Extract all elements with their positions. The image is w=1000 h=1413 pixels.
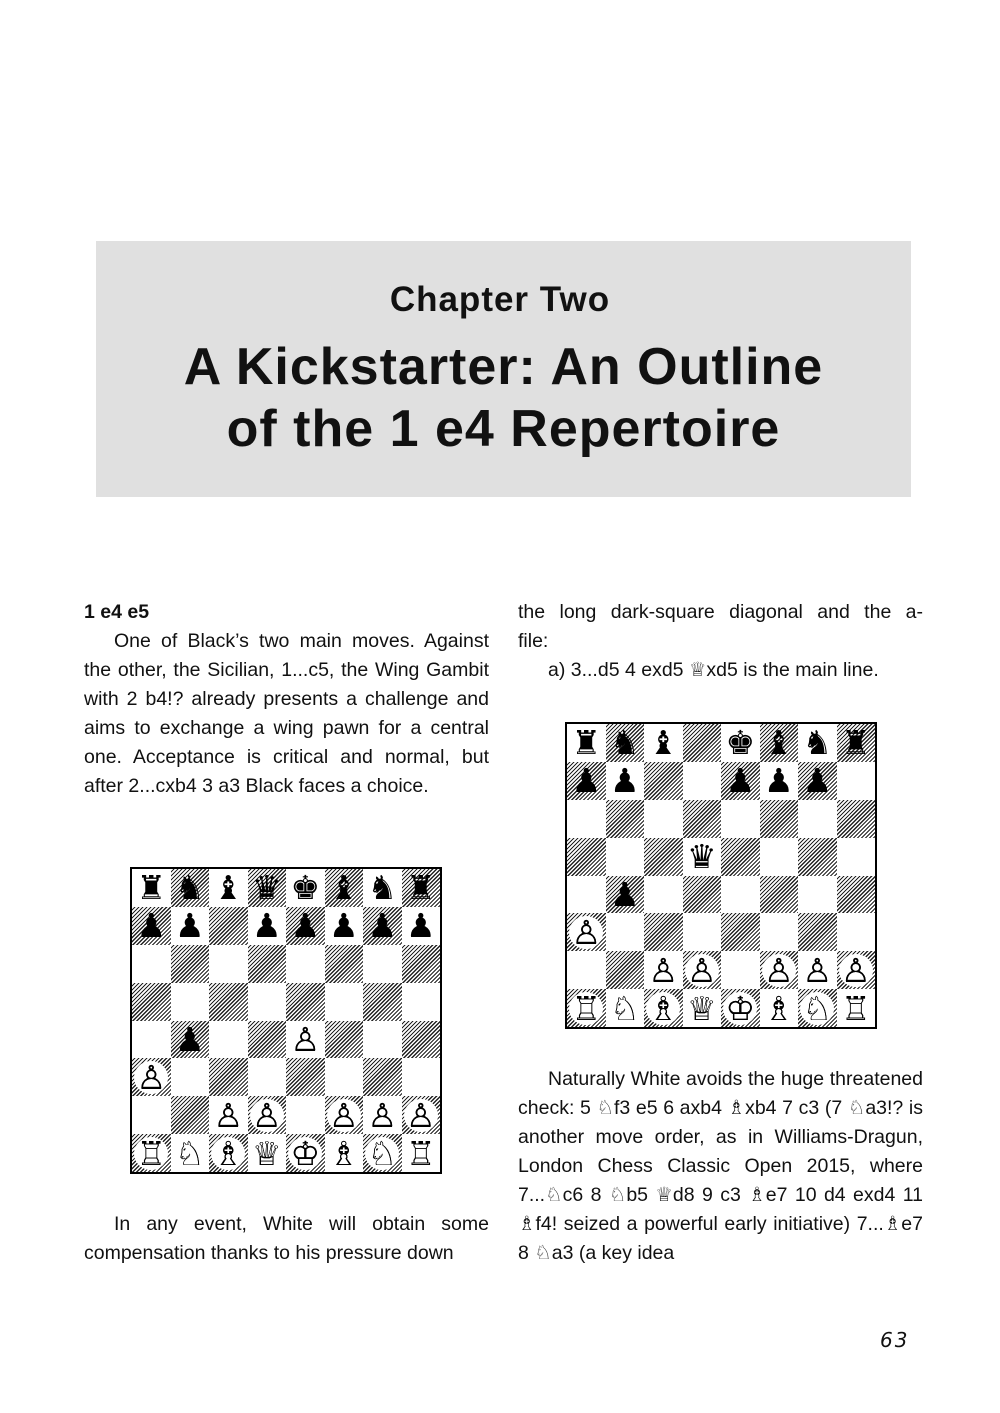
right-continuation-line-1: the long dark-square diagonal and the a- (518, 601, 923, 623)
board-square (248, 907, 287, 945)
board-square (798, 989, 837, 1027)
board-square (798, 724, 837, 762)
board-square (286, 907, 325, 945)
board-square (132, 1021, 171, 1059)
board-square (325, 983, 364, 1021)
board-square (209, 1096, 248, 1134)
board-square (606, 951, 645, 989)
board-square (644, 838, 683, 876)
board-square (171, 1134, 210, 1172)
board-square (837, 951, 876, 989)
board-square (837, 724, 876, 762)
board-square (363, 907, 402, 945)
board-square (683, 951, 722, 989)
board-square (132, 907, 171, 945)
board-square (132, 983, 171, 1021)
board-square (644, 913, 683, 951)
chapter-title-line-2: of the 1 e4 Repertoire (226, 400, 781, 458)
board-square (286, 1096, 325, 1134)
black-bishop-icon: ♝ (213, 869, 244, 907)
white-rook-icon: ♖ (840, 989, 871, 1027)
board-square (760, 800, 799, 838)
board-square (760, 951, 799, 989)
black-rook-icon: ♜ (405, 869, 436, 907)
board-square (171, 945, 210, 983)
board-square (286, 1058, 325, 1096)
white-bishop-icon: ♗ (763, 989, 794, 1027)
black-rook-icon: ♜ (136, 869, 167, 907)
page-number: 63 (880, 1328, 910, 1352)
board-square (606, 876, 645, 914)
board-square (567, 913, 606, 951)
white-pawn-icon: ♙ (290, 1020, 321, 1059)
white-rook-icon: ♖ (571, 989, 602, 1027)
black-pawn-icon: ♟ (609, 875, 640, 914)
board-square (363, 1058, 402, 1096)
board-square (132, 1058, 171, 1096)
board-square (760, 876, 799, 914)
right-paragraph-3: Naturally White avoids the huge threatened check: 5 ♘f3 e5 6 axb4 ♗xb4 7 c3 (7 ♘a3!? is another move order, as in Williams-Dragun, London Chess Classic Open 2015, where 7...♘c6 8 ♘b5 ♕d8 9 c3 ♗e7 10 d4 exd4 11 ♗f4! seized a powerful early initiative) 7...♗e7 8 ♘a3 (a key idea (518, 1068, 923, 1264)
board-square (402, 1134, 441, 1172)
board-square (721, 876, 760, 914)
board-square (209, 1134, 248, 1172)
board-square (402, 983, 441, 1021)
board-square (721, 762, 760, 800)
black-bishop-icon: ♝ (763, 724, 794, 762)
board-square (798, 800, 837, 838)
board-square (683, 800, 722, 838)
board-square (837, 800, 876, 838)
board-square (402, 869, 441, 907)
board-square (248, 1134, 287, 1172)
board-square (248, 1096, 287, 1134)
board-square (760, 989, 799, 1027)
white-queen-icon: ♕ (251, 1134, 282, 1172)
board-square (683, 913, 722, 951)
board-square (209, 945, 248, 983)
board-square (567, 876, 606, 914)
right-column-top (518, 598, 923, 685)
white-king-icon: ♔ (290, 1134, 321, 1172)
black-pawn-icon: ♟ (290, 906, 321, 945)
white-pawn-icon: ♙ (840, 951, 871, 990)
black-pawn-icon: ♟ (367, 906, 398, 945)
board-square (286, 983, 325, 1021)
white-knight-icon: ♘ (802, 989, 833, 1027)
board-square (606, 913, 645, 951)
board-square (606, 762, 645, 800)
white-knight-icon: ♘ (367, 1134, 398, 1172)
black-pawn-icon: ♟ (571, 761, 602, 800)
white-bishop-icon: ♗ (213, 1134, 244, 1172)
board-square (209, 907, 248, 945)
white-pawn-icon: ♙ (686, 951, 717, 990)
board-square (209, 1058, 248, 1096)
board-square (363, 983, 402, 1021)
black-pawn-icon: ♟ (725, 761, 756, 800)
board-square (325, 907, 364, 945)
white-pawn-icon: ♙ (251, 1096, 282, 1135)
board-square (132, 945, 171, 983)
board-square (325, 869, 364, 907)
white-pawn-icon: ♙ (648, 951, 679, 990)
board-square (683, 876, 722, 914)
black-rook-icon: ♜ (571, 724, 602, 762)
board-square (837, 913, 876, 951)
board-square (683, 724, 722, 762)
board-square (209, 983, 248, 1021)
board-square (171, 983, 210, 1021)
white-rook-icon: ♖ (405, 1134, 436, 1172)
left-paragraph-2-line-2: compensation thanks to his pressure down (84, 1242, 454, 1264)
black-pawn-icon: ♟ (174, 1020, 205, 1059)
board-square (683, 838, 722, 876)
white-pawn-icon: ♙ (136, 1058, 167, 1097)
board-square (325, 1058, 364, 1096)
board-square (325, 1096, 364, 1134)
board-square (248, 1058, 287, 1096)
white-knight-icon: ♘ (609, 989, 640, 1027)
board-square (171, 1021, 210, 1059)
board-square (567, 838, 606, 876)
board-square (644, 876, 683, 914)
board-square (760, 762, 799, 800)
black-knight-icon: ♞ (367, 869, 398, 907)
board-square (209, 869, 248, 907)
board-square (325, 1021, 364, 1059)
board-square (721, 724, 760, 762)
black-knight-icon: ♞ (174, 869, 205, 907)
board-square (325, 1134, 364, 1172)
white-knight-icon: ♘ (174, 1134, 205, 1172)
black-pawn-icon: ♟ (251, 906, 282, 945)
white-pawn-icon: ♙ (763, 951, 794, 990)
board-square (644, 989, 683, 1027)
white-pawn-icon: ♙ (571, 913, 602, 952)
board-square (798, 951, 837, 989)
board-square (644, 762, 683, 800)
board-square (567, 762, 606, 800)
white-rook-icon: ♖ (136, 1134, 167, 1172)
board-square (402, 945, 441, 983)
black-king-icon: ♚ (725, 724, 756, 762)
right-continuation-line-2: file: (518, 630, 549, 652)
board-square (248, 869, 287, 907)
white-pawn-icon: ♙ (405, 1096, 436, 1135)
board-square (567, 724, 606, 762)
board-square (721, 989, 760, 1027)
board-square (248, 1021, 287, 1059)
chapter-title-line-1: A Kickstarter: An Outline (183, 338, 824, 396)
board-square (363, 1134, 402, 1172)
white-king-icon: ♔ (725, 989, 756, 1027)
board-square (644, 800, 683, 838)
board-square (798, 876, 837, 914)
board-square (760, 913, 799, 951)
board-square (837, 762, 876, 800)
white-pawn-icon: ♙ (328, 1096, 359, 1135)
left-column-top (84, 598, 489, 801)
board-square (286, 1021, 325, 1059)
black-knight-icon: ♞ (609, 724, 640, 762)
board-square (567, 989, 606, 1027)
black-king-icon: ♚ (290, 869, 321, 907)
white-pawn-icon: ♙ (802, 951, 833, 990)
black-pawn-icon: ♟ (763, 761, 794, 800)
board-square (567, 951, 606, 989)
board-square (606, 724, 645, 762)
board-square (363, 869, 402, 907)
board-square (171, 869, 210, 907)
black-rook-icon: ♜ (840, 724, 871, 762)
board-square (760, 838, 799, 876)
board-square (363, 1021, 402, 1059)
white-bishop-icon: ♗ (328, 1134, 359, 1172)
black-pawn-icon: ♟ (802, 761, 833, 800)
board-square (402, 1058, 441, 1096)
left-paragraph-1: One of Black’s two main moves. Against the other, the Sicilian, 1...c5, the Wing Gambit with 2 b4!? already presents a challenge and aims to exchange a wing pawn for a central one. Acceptance is critical and normal, but after 2...cxb4 3 a3 Black faces a choice. (84, 630, 489, 797)
board-square (171, 907, 210, 945)
black-pawn-icon: ♟ (136, 906, 167, 945)
board-square (606, 989, 645, 1027)
board-square (325, 945, 364, 983)
section-heading: 1 e4 e5 (84, 601, 150, 623)
board-square (363, 945, 402, 983)
board-square (363, 1096, 402, 1134)
board-square (721, 951, 760, 989)
board-square (606, 800, 645, 838)
board-square (721, 913, 760, 951)
board-square (721, 838, 760, 876)
board-square (248, 945, 287, 983)
board-square (402, 1096, 441, 1134)
black-pawn-icon: ♟ (405, 906, 436, 945)
white-pawn-icon: ♙ (367, 1096, 398, 1135)
black-knight-icon: ♞ (802, 724, 833, 762)
black-pawn-icon: ♟ (328, 906, 359, 945)
board-square (286, 869, 325, 907)
right-column-bottom (518, 1065, 923, 1268)
board-square (209, 1021, 248, 1059)
black-queen-icon: ♛ (686, 837, 717, 876)
board-square (286, 1134, 325, 1172)
black-bishop-icon: ♝ (648, 724, 679, 762)
board-square (683, 762, 722, 800)
board-square (248, 983, 287, 1021)
board-square (171, 1058, 210, 1096)
board-square (837, 876, 876, 914)
board-square (286, 945, 325, 983)
black-pawn-icon: ♟ (174, 906, 205, 945)
board-square (644, 724, 683, 762)
board-square (683, 989, 722, 1027)
board-square (721, 800, 760, 838)
board-square (798, 913, 837, 951)
board-square (798, 838, 837, 876)
left-paragraph-2-line-1: In any event, White will obtain some (114, 1213, 489, 1235)
white-bishop-icon: ♗ (648, 989, 679, 1027)
chess-diagram-1 (130, 867, 442, 1174)
white-queen-icon: ♕ (686, 989, 717, 1027)
board-square (567, 800, 606, 838)
black-pawn-icon: ♟ (609, 761, 640, 800)
board-square (402, 1021, 441, 1059)
board-square (606, 838, 645, 876)
board-square (760, 724, 799, 762)
board-square (644, 951, 683, 989)
board-square (798, 762, 837, 800)
chapter-title (96, 336, 911, 460)
black-queen-icon: ♛ (251, 869, 282, 907)
board-square (132, 869, 171, 907)
white-pawn-icon: ♙ (213, 1096, 244, 1135)
board-square (132, 1134, 171, 1172)
chapter-label: Chapter Two (389, 280, 611, 319)
black-bishop-icon: ♝ (328, 869, 359, 907)
board-square (837, 838, 876, 876)
chess-diagram-2 (565, 722, 877, 1029)
board-square (132, 1096, 171, 1134)
board-square (171, 1096, 210, 1134)
board-square (837, 989, 876, 1027)
board-square (402, 907, 441, 945)
variation-a: a) 3...d5 4 exd5 ♕xd5 is the main line. (548, 659, 879, 681)
left-column-bottom (84, 1210, 489, 1268)
